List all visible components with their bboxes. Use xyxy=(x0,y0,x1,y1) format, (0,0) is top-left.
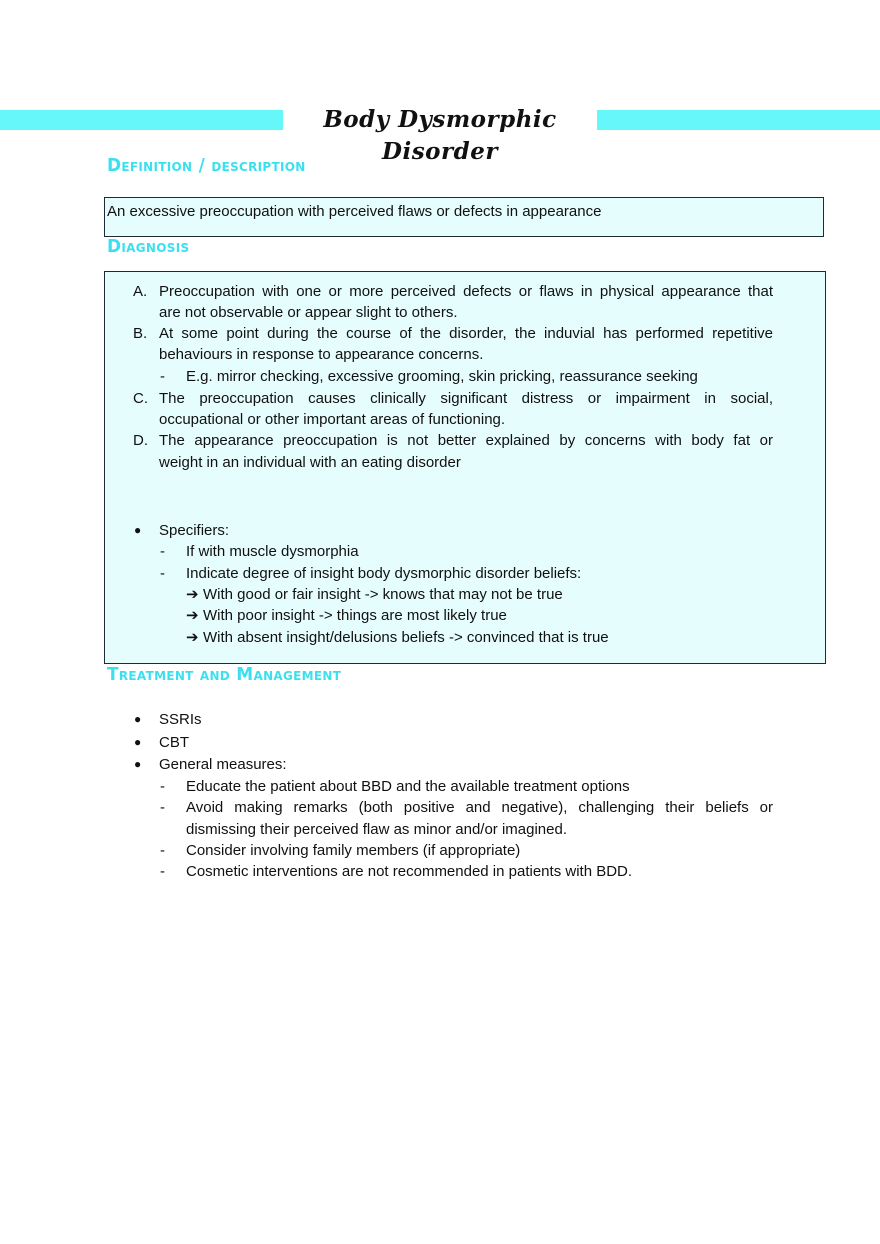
treatment-bullet: SSRIs xyxy=(159,711,202,728)
criterion-b-line-1: At some point during the course of the disorder, the induvial has performed repetitive xyxy=(159,325,773,342)
measure-item: Cosmetic interventions are not recommended in patients with BDD. xyxy=(186,863,633,880)
criterion-d-line-1: The appearance preoccupation is not better explained by concerns with body fat or xyxy=(159,432,773,449)
bullet-marker: ● xyxy=(134,712,142,726)
specifiers-label: Specifiers: xyxy=(159,522,230,539)
definition-heading: Definition / description xyxy=(107,155,306,177)
dash-marker: - xyxy=(160,842,165,859)
measure-item: Avoid making remarks (both positive and negative), challenging their beliefs or xyxy=(186,799,773,816)
dash-marker: - xyxy=(160,863,165,880)
criterion-marker: C. xyxy=(133,390,148,407)
criterion-a-line-1: Preoccupation with one or more perceived defects or flaws in physical appearance that xyxy=(159,283,773,300)
definition-text: An excessive preoccupation with perceived flaws or defects in appearance xyxy=(107,203,602,220)
criterion-b-example: E.g. mirror checking, excessive grooming, skin pricking, reassurance seeking xyxy=(186,368,698,385)
dash-marker: - xyxy=(160,778,165,795)
measure-item-continued: dismissing their perceived flaw as minor and/or imagined. xyxy=(186,821,568,838)
treatment-bullet: General measures: xyxy=(159,756,287,773)
criterion-marker: D. xyxy=(133,432,148,449)
treatment-heading: Treatment and Management xyxy=(107,664,342,686)
measure-item: Consider involving family members (if appropriate) xyxy=(186,842,521,859)
dash-marker: - xyxy=(160,543,165,560)
diagnosis-heading: Diagnosis xyxy=(107,236,190,258)
criterion-a-line-2: are not observable or appear slight to others. xyxy=(159,304,458,321)
arrow-icon: ➔ xyxy=(186,586,199,603)
arrow-icon: ➔ xyxy=(186,629,199,646)
measure-item: Educate the patient about BBD and the available treatment options xyxy=(186,778,630,795)
dash-marker: - xyxy=(160,799,165,816)
insight-item: With poor insight -> things are most likely true xyxy=(203,607,507,624)
dash-marker: - xyxy=(160,368,165,385)
insight-item: With good or fair insight -> knows that may not be true xyxy=(203,586,563,603)
specifier-item: Indicate degree of insight body dysmorphic disorder beliefs: xyxy=(186,565,582,582)
bullet-marker: ● xyxy=(134,523,142,537)
definition-box xyxy=(104,197,824,237)
dash-marker: - xyxy=(160,565,165,582)
insight-item: With absent insight/delusions beliefs -> convinced that is true xyxy=(203,629,609,646)
specifier-item: If with muscle dysmorphia xyxy=(186,543,359,560)
treatment-bullet: CBT xyxy=(159,734,189,751)
criterion-b-line-2: behaviours in response to appearance concerns. xyxy=(159,346,484,363)
criterion-c-line-1: The preoccupation causes clinically significant distress or impairment in social, xyxy=(159,390,773,407)
criterion-marker: A. xyxy=(133,283,148,300)
criterion-c-line-2: occupational or other important areas of functioning. xyxy=(159,411,506,428)
arrow-icon: ➔ xyxy=(186,607,199,624)
criterion-d-line-2: weight in an individual with an eating disorder xyxy=(159,454,461,471)
bullet-marker: ● xyxy=(134,757,142,771)
page-title: Body Dysmorphic Disorder xyxy=(283,104,597,136)
bullet-marker: ● xyxy=(134,735,142,749)
criterion-marker: B. xyxy=(133,325,148,342)
